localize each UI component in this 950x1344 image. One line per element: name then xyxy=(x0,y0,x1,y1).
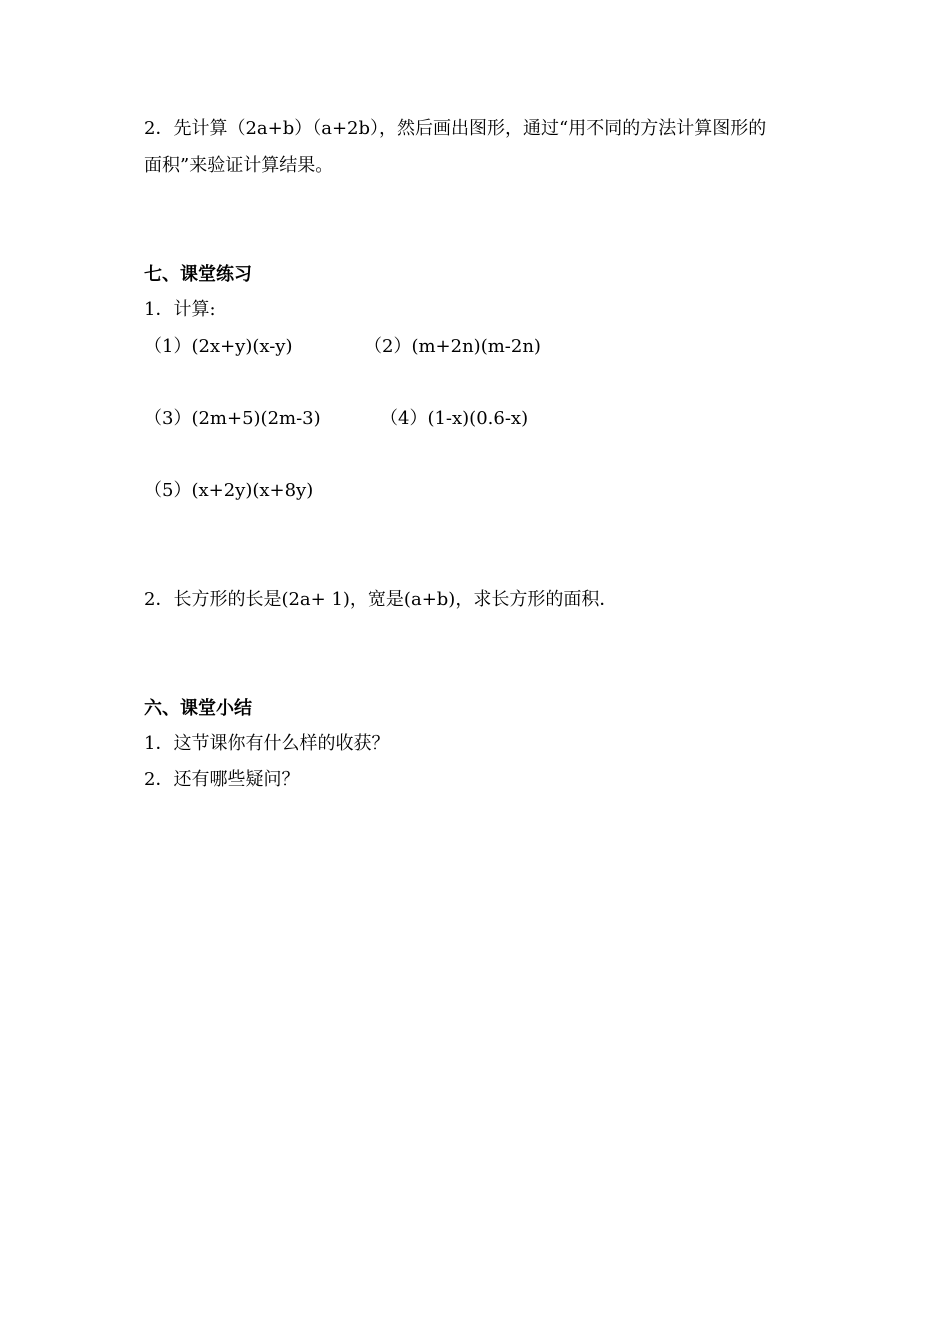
summary-question-2: 2．还有哪些疑问？ xyxy=(144,769,300,790)
practice-item-2: （2）(m+2n)(m-2n) xyxy=(364,336,541,357)
intro-question-2-line-1: 2．先计算（2a+b）（a+2b），然后画出图形，通过“用不同的方法计算图形的 xyxy=(144,118,767,139)
practice-item-1: （1）(2x+y)(x-y) xyxy=(144,336,293,357)
practice-item-5: （5）(x+2y)(x+8y) xyxy=(144,480,314,501)
practice-question-2: 2．长方形的长是(2a+ 1)，宽是(a+b)，求长方形的面积． xyxy=(144,589,618,610)
practice-item-4: （4）(1-x)(0.6-x) xyxy=(380,408,529,429)
summary-question-1: 1．这节课你有什么样的收获？ xyxy=(144,733,390,754)
practice-item-3: （3）(2m+5)(2m-3) xyxy=(144,408,321,429)
practice-heading: 七、课堂练习 xyxy=(144,264,252,285)
intro-question-2-line-2: 面积”来验证计算结果。 xyxy=(144,155,334,176)
practice-question-1-label: 1．计算: xyxy=(144,299,216,320)
summary-heading: 六、课堂小结 xyxy=(144,698,252,719)
